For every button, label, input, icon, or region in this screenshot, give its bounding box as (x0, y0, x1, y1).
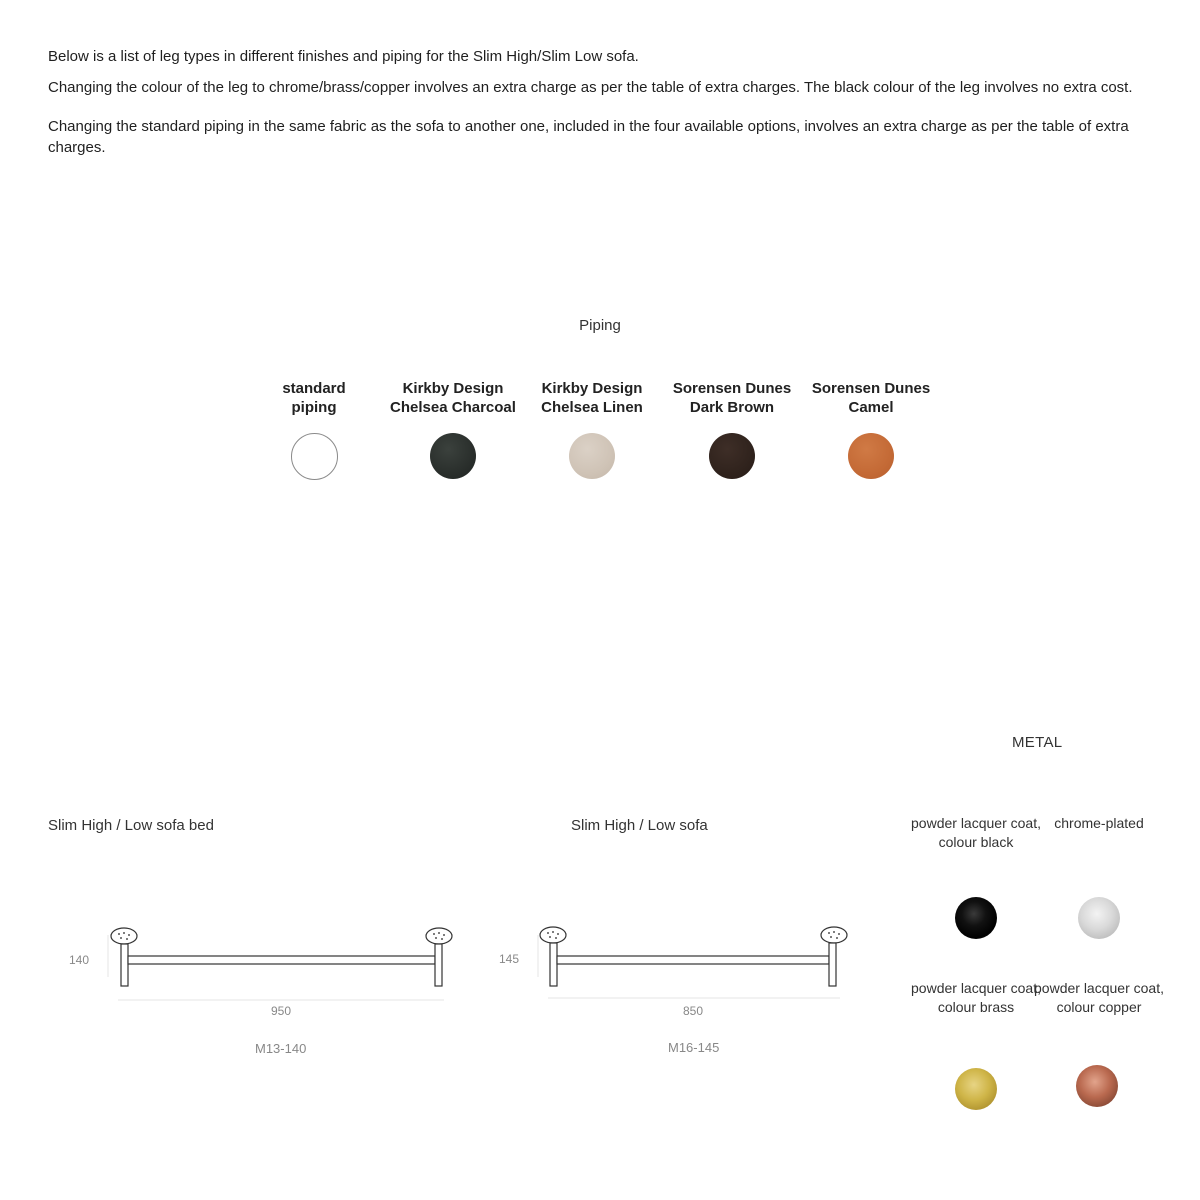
piping-option-standard[interactable] (244, 379, 384, 480)
leg-height-label: 145 (499, 952, 520, 966)
piping-label-line: Chelsea Linen (541, 399, 643, 416)
metal-option-chrome[interactable] (1034, 814, 1164, 833)
piping-label-line: Chelsea Charcoal (390, 399, 516, 416)
leg-code: M16-145 (668, 1040, 720, 1055)
leg-title-sofa-bed: Slim High / Low sofa bed (48, 817, 214, 834)
leg-width-label: 850 (683, 1004, 704, 1018)
metal-heading: METAL (1012, 734, 1063, 751)
metal-option-label: powder lacquer coat, colour black (911, 815, 1041, 850)
metal-option-brass[interactable] (911, 979, 1041, 1016)
leg-drawing-sofa-bed (60, 920, 460, 1020)
piping-option-chelsea-linen[interactable] (522, 379, 662, 479)
metal-option-label: chrome-plated (1054, 815, 1144, 831)
metal-swatch-copper[interactable] (1076, 1065, 1118, 1107)
metal-swatch-brass[interactable] (955, 1068, 997, 1110)
piping-swatch-standard[interactable] (291, 433, 338, 480)
metal-option-copper[interactable] (1034, 979, 1164, 1016)
leg-pad (111, 928, 137, 944)
intro-line-2: Changing the colour of the leg to chrome/brass/copper involves an extra charge as per the table of extra charges. The black colour of the leg involves no extra cost. (48, 79, 1133, 96)
intro-line-1: Below is a list of leg types in different finishes and piping for the Slim High/Slim Low sofa. (48, 48, 639, 65)
metal-swatch-chrome[interactable] (1078, 897, 1120, 939)
leg-post (829, 943, 836, 986)
intro-line-3: Changing the standard piping in the same fabric as the sofa to another one, included in the four available options, involves an extra charge as per the table of extra charges. (48, 118, 1129, 156)
leg-pad (540, 927, 566, 943)
piping-option-chelsea-charcoal[interactable] (383, 379, 523, 479)
leg-post (121, 944, 128, 986)
leg-width-label: 950 (271, 1004, 292, 1018)
leg-pad (426, 928, 452, 944)
leg-crossbar (128, 956, 435, 964)
piping-label-line: piping (291, 399, 337, 416)
piping-label-line: standard (282, 380, 346, 397)
leg-post (435, 944, 442, 986)
piping-option-dunes-dark-brown[interactable] (662, 379, 802, 479)
piping-swatch-dunes-dark-brown[interactable] (709, 433, 755, 479)
leg-height-label: 140 (69, 953, 90, 967)
piping-swatch-chelsea-linen[interactable] (569, 433, 615, 479)
piping-label-line: Sorensen Dunes (811, 380, 931, 397)
piping-option-label (801, 379, 941, 419)
piping-label-line: Kirkby Design (541, 380, 643, 397)
piping-swatch-dunes-camel[interactable] (848, 433, 894, 479)
leg-crossbar (557, 956, 829, 964)
leg-post (550, 943, 557, 986)
metal-option-label: powder lacquer coat, colour copper (1034, 980, 1164, 1015)
piping-option-label (383, 379, 523, 419)
leg-title-sofa: Slim High / Low sofa (571, 817, 708, 834)
piping-swatch-chelsea-charcoal[interactable] (430, 433, 476, 479)
metal-option-black[interactable] (911, 814, 1041, 851)
intro-text (48, 46, 1158, 168)
piping-option-dunes-camel[interactable] (801, 379, 941, 479)
metal-option-label: powder lacquer coat, colour brass (911, 980, 1041, 1015)
piping-option-label (662, 379, 802, 419)
leg-pad (821, 927, 847, 943)
piping-label-line: Sorensen Dunes (672, 380, 792, 397)
piping-label-line: Dark Brown (689, 399, 775, 416)
leg-code: M13-140 (255, 1041, 307, 1056)
piping-option-label (244, 379, 384, 419)
piping-option-label (522, 379, 662, 419)
metal-swatch-black[interactable] (955, 897, 997, 939)
piping-label-line: Kirkby Design (402, 380, 504, 397)
piping-heading: Piping (579, 317, 621, 334)
piping-label-line: Camel (848, 399, 894, 416)
